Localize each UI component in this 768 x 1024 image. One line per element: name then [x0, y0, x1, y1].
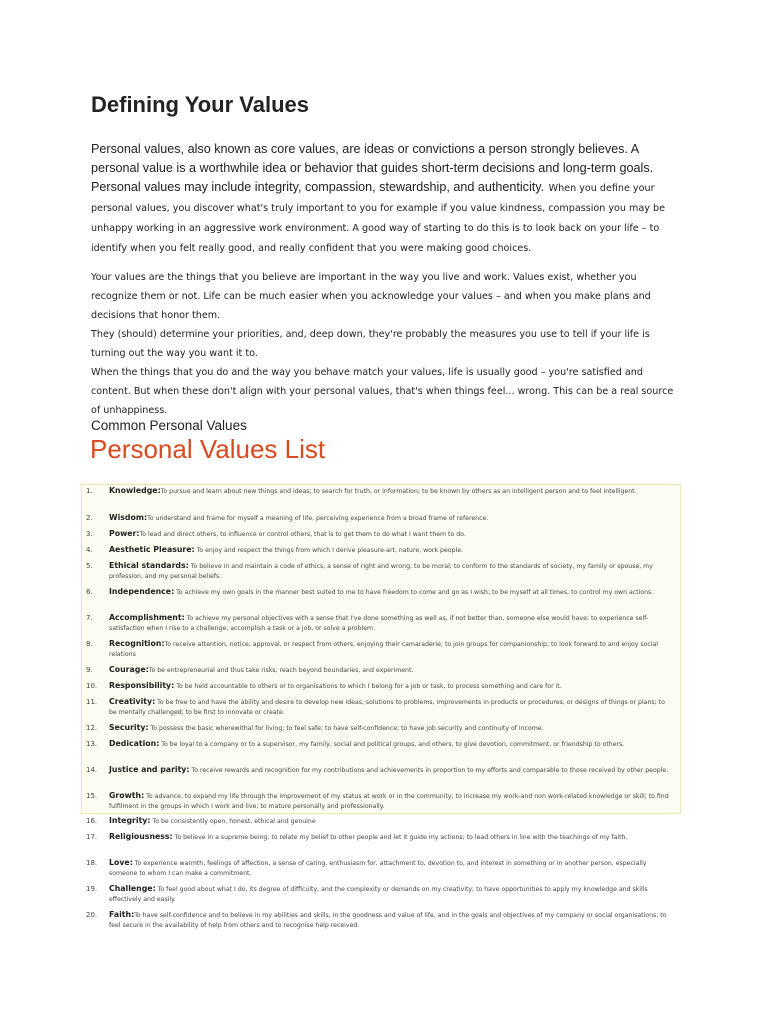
- list-item-number: 17.: [86, 833, 98, 841]
- intro-rest-text: When you define your personal values, you discover what's truly important to you for example if you value kindness, compassion you may be unhappy working in an aggressive work environment. A good way of starting to do this is to look back on your life – to identify when you felt really good, and really confident that you were making good choices.: [91, 183, 665, 254]
- body-paragraphs: [91, 268, 681, 420]
- list-item-text: [109, 884, 669, 904]
- list-item-number: 14.: [86, 766, 98, 774]
- list-item-number: 8.: [86, 640, 93, 648]
- value-description: To believe in a supreme being; to relate my belief to other people and let it guide my actions; to lead others in line with the teachings of my faith.: [172, 834, 628, 841]
- list-item-number: 6.: [86, 588, 93, 596]
- value-description: To be held accountable to others or to organisations to which I belong for a job or task, to process something and care for it.: [174, 683, 562, 690]
- list-item-text: [109, 587, 669, 598]
- list-item-text: [109, 529, 669, 540]
- value-term: Security:: [109, 723, 149, 732]
- value-description: To feel good about what I do, its degree of difficulty, and the complexity or demands on my creativity; to have opportunities to apply my knowledge and skills effectively and easily.: [109, 886, 648, 903]
- value-term: Creativity:: [109, 697, 156, 706]
- list-item-number: 11.: [86, 698, 98, 706]
- value-term: Wisdom:: [109, 513, 148, 522]
- list-item-number: 7.: [86, 614, 93, 622]
- value-term: Ethical standards:: [109, 561, 189, 570]
- value-description: To have self-confidence and to believe in my abilities and skills, in the goodness and value of life, and in the goals and objectives of my company or social organisations; to feel secure in the availability of help from others and to recognise help received.: [109, 912, 667, 929]
- list-item-text: [109, 832, 669, 843]
- page-title: Defining Your Values: [91, 92, 310, 117]
- list-item-text: [109, 765, 669, 776]
- value-description: To believe in and maintain a code of ethics, a sense of right and wrong; to be moral; to conform to the standards of society, my family or spouse, my profession, and my personal beliefs.: [109, 563, 653, 580]
- value-description: To possess the basic wherewithal for living; to feel safe; to have self-confidence; to have job security and continuity of income.: [148, 725, 544, 732]
- value-term: Recognition:: [109, 639, 165, 648]
- list-item-text: [109, 910, 669, 930]
- value-description: To pursue and learn about new things and ideas; to search for truth, or information; to be known by others as an intelligent person and to feel intelligent.: [160, 488, 637, 495]
- list-item-number: 9.: [86, 666, 93, 674]
- value-term: Accomplishment:: [109, 613, 185, 622]
- value-term: Power:: [109, 529, 140, 538]
- list-item-text: [109, 561, 669, 581]
- list-item-text: [109, 665, 669, 676]
- list-item-text: [109, 545, 669, 556]
- value-term: Responsibility:: [109, 681, 175, 690]
- list-item-number: 19.: [86, 885, 98, 893]
- value-description: To achieve my own goals in the manner best suited to me to have freedom to come and go as I wish; to be myself at all times, to control my own actions.: [174, 589, 654, 596]
- value-description: To enjoy and respect the things from which I derive pleasure-art, nature, work people.: [194, 547, 463, 554]
- value-description: To achieve my personal objectives with a sense that I've done something as well as, if not better than, someone else would have; to experience self-satisfaction when I rise to a challenge, accomplish a task or a job, or solve a problem.: [109, 615, 649, 632]
- intro-lead-text: Personal values, also known as core values, are ideas or convictions a person strongly believes. A personal value is a worthwhile idea or behavior that guides short-term decisions and long-term goals. Personal values may include integrity, compassion, stewardship, and authenticity.: [91, 142, 654, 194]
- value-description: To experience warmth, feelings of affection, a sense of caring, enthusiasm for, attachment to, devotion to, and interest in something or in another person, especially someone to whom I can make a commitment.: [109, 860, 647, 877]
- intro-paragraph: [91, 140, 681, 258]
- list-item-text: [109, 858, 669, 878]
- value-term: Challenge:: [109, 884, 156, 893]
- list-item-text: [109, 681, 669, 692]
- list-item-text: [109, 697, 669, 717]
- value-term: Dedication:: [109, 739, 160, 748]
- body-paragraph: When the things that you do and the way you behave match your values, life is usually good – you're satisfied and content. But when these don't align with your personal values, that's when things feel... wrong. This can be a real source of unhappiness.: [91, 367, 674, 416]
- value-term: Growth:: [109, 791, 145, 800]
- list-item-text: [109, 639, 669, 659]
- list-item-number: 1.: [86, 487, 93, 495]
- value-term: Independence:: [109, 587, 175, 596]
- list-item-number: 2.: [86, 514, 93, 522]
- value-term: Religiousness:: [109, 832, 173, 841]
- list-item-text: [109, 486, 669, 497]
- value-description: To be entrepreneurial and thus take risks, reach beyond boundaries, and experiment.: [148, 667, 414, 674]
- list-item-number: 13.: [86, 740, 98, 748]
- body-paragraph: Your values are the things that you believe are important in the way you live and work. Values exist, whether you recognize them or not. Life can be much easier when you acknowledge your values – and when you make plans and decisions that honor them.: [91, 272, 651, 321]
- list-item-text: [109, 816, 669, 827]
- list-item-number: 12.: [86, 724, 98, 732]
- value-term: Integrity:: [109, 816, 151, 825]
- value-description: To receive rewards and recognition for my contributions and achievements in proportion to my efforts and comparable to those received by other people.: [189, 767, 669, 774]
- value-term: Love:: [109, 858, 133, 867]
- list-item-number: 5.: [86, 562, 93, 570]
- list-item-number: 15.: [86, 792, 98, 800]
- list-item-number: 16.: [86, 817, 98, 825]
- value-term: Faith:: [109, 910, 135, 919]
- value-description: To receive attention, notice, approval, or respect from others, enjoying their camaraderie; to join groups for companionship; to look forward to and enjoy social relations: [109, 641, 658, 658]
- list-item-number: 3.: [86, 530, 93, 538]
- list-item-number: 10.: [86, 682, 98, 690]
- list-item-number: 4.: [86, 546, 93, 554]
- list-item-text: [109, 739, 669, 750]
- values-list-title: Personal Values List: [90, 434, 326, 464]
- section-subheading: Common Personal Values: [91, 418, 247, 433]
- list-item-number: 18.: [86, 859, 98, 867]
- list-item-text: [109, 613, 669, 633]
- list-item-number: 20.: [86, 911, 98, 919]
- value-term: Courage:: [109, 665, 149, 674]
- value-description: To understand and frame for myself a meaning of life, perceiving experience from a broad frame of reference.: [147, 515, 489, 522]
- value-description: To advance, to expand my life through the improvement of my status at work or in the community; to increase my work-and non work-related knowledge or skill; to find fulfilment in the groups in which I work and live; to mature personally and professionally.: [109, 793, 669, 810]
- value-description: To be loyal to a company or to a supervisor, my family, social and political groups, and others, to give devotion, commitment, or friendship to others.: [159, 741, 625, 748]
- list-item-text: [109, 723, 669, 734]
- value-term: Knowledge:: [109, 486, 161, 495]
- list-item-text: [109, 513, 669, 524]
- value-term: Aesthetic Pleasure:: [109, 545, 195, 554]
- list-item-text: [109, 791, 669, 811]
- value-description: To lead and direct others, to influence or control others, that is to get them to do what I want them to do.: [139, 531, 466, 538]
- body-paragraph: They (should) determine your priorities, and, deep down, they're probably the measures you use to tell if your life is turning out the way you want it to.: [91, 329, 650, 359]
- value-description: To be free to and have the ability and desire to develop new ideas, solutions to problems, improvements in products or procedures, or designs of things or plans; to be mentally challenged; to be first to innovate or create.: [109, 699, 665, 716]
- value-description: To be consistently open, honest, ethical and genuine: [150, 818, 316, 825]
- value-term: Justice and parity:: [109, 765, 190, 774]
